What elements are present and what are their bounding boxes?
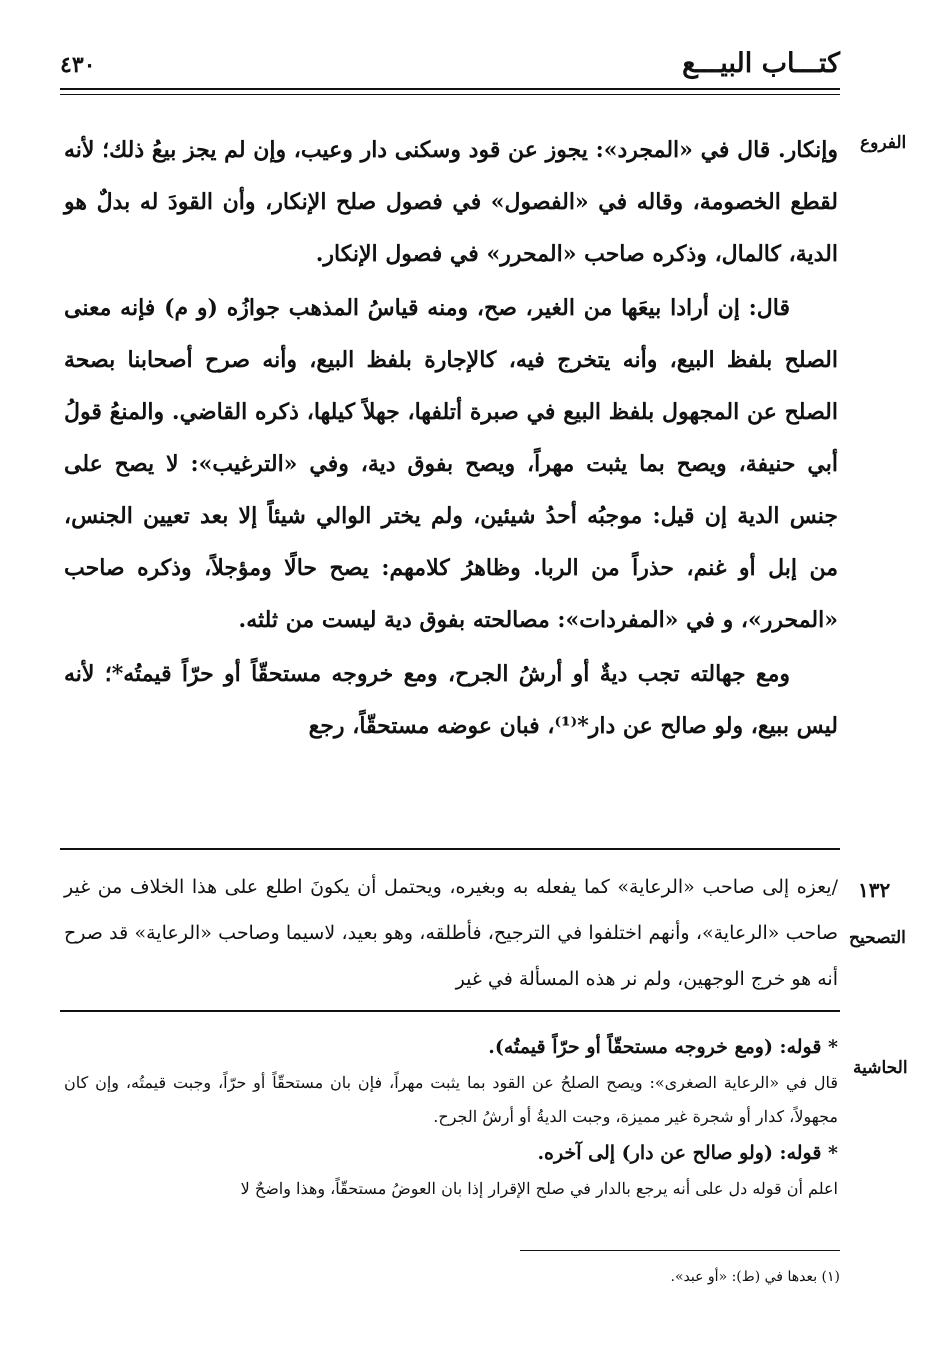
header-rule-thin (60, 94, 840, 95)
tashih-text (64, 864, 838, 1002)
section-divider-hashiya (60, 1010, 840, 1012)
main-text (64, 124, 838, 752)
main-paragraph-2: قال: إن أرادا بيعَها من الغير، صح، ومنه قياسُ المذهب جوازُه (و م) فإنه معنى الصلح بلفظ البيع، وأنه يتخرج فيه، كالإجارة بلفظ البيع، وأنه صرح أصحابنا بصحة الصلح عن المجهول بلفظ البيع في صبرة أتلفها، جهلاً كيلها، ذكره القاضي. والمنعُ قولُ أبي حنيفة، ويصح بما يثبت مهراً، ويصح بفوق دية، وفي «الترغيب»: لا يصح على جنس الدية إن قيل: موجبُه أحدُ شيئين، ولم يختر الوالي شيئاً إلا بعد تعيين الجنس، من إبل أو غنم، حذراً من الربا. وظاهرُ كلامهم: يصح حالًا ومؤجلاً، وذكره صاحب «المحرر»، و في «المفردات»: مصالحته بفوق دية ليست من ثلثه. (64, 295, 838, 633)
section-divider-tashih (60, 848, 840, 850)
header-rule (60, 88, 840, 90)
tashih-paragraph: /يعزه إلى صاحب «الرعاية» كما يفعله به وبغيره، ويحتمل أن يكونَ اطلع على هذا الخلاف من غير صاحب «الرعاية»، وأنهم اختلفوا في الترجيح، فأطلقه، وهو بعيد، لاسيما وصاحب «الرعاية» قد صرح أنه هو خرج الوجهين، ولم نر هذه المسألة في غير (64, 876, 838, 990)
main-paragraph-3: ومع جهالته تجب ديةٌ أو أرشُ الجرح، ومع خروجه مستحقّاً أو حرّاً قيمتُه*؛ لأنه ليس ببيع، ولو صالح عن دار*⁽¹⁾، فبان عوضه مستحقّاً، رجع (64, 661, 838, 739)
margin-label-furu: الفروع (860, 133, 907, 153)
hashiya-comment-1: قال في «الرعاية الصغرى»: ويصح الصلحُ عن القود بما يثبت مهراً، فإن بان مستحقّاً أو حرّاً، وجبت قيمتُه، وإن كان مجهولاً، كدار أو شجرة غير مميزة، وجبت الديةُ أو أرشُ الجرح. (64, 1073, 838, 1126)
hashiya-quote-2: * قوله: (ولو صالح عن دار) إلى آخره. (537, 1142, 838, 1164)
main-paragraph-1: وإنكار. قال في «المجرد»: يجوز عن قود وسكنى دار وعيب، وإن لم يجز بيعُ ذلك؛ لأنه لقطع الخصومة، وقاله في «الفصول» في فصول صلح الإنكار، وأن القودَ له بدلٌ هو الدية، كالمال، وذكره صاحب «المحرر» في فصول الإنكار. (64, 137, 838, 267)
margin-label-hashiya: الحاشية (853, 1058, 908, 1078)
footnote-rule (520, 1250, 840, 1251)
hashiya-quote-1: * قوله: (ومع خروجه مستحقّاً أو حرّاً قيمتُه). (488, 1036, 838, 1058)
page-number: ٤٣٠ (60, 52, 96, 78)
tashih-number: ١٣٢ (858, 878, 891, 902)
hashiya-comment-2: اعلم أن قوله دل على أنه يرجع بالدار في صلح الإقرار إذا بان العوضُ مستحقّاً، وهذا واضحٌ لا (240, 1179, 838, 1198)
running-title: كتـــاب البيـــع (682, 48, 840, 79)
footnote: (١) بعدها في (ط): «أو عبد». (670, 1269, 840, 1285)
page-header (60, 48, 840, 88)
hashiya-text (64, 1028, 838, 1206)
margin-label-tashih: التصحيح (849, 928, 906, 948)
